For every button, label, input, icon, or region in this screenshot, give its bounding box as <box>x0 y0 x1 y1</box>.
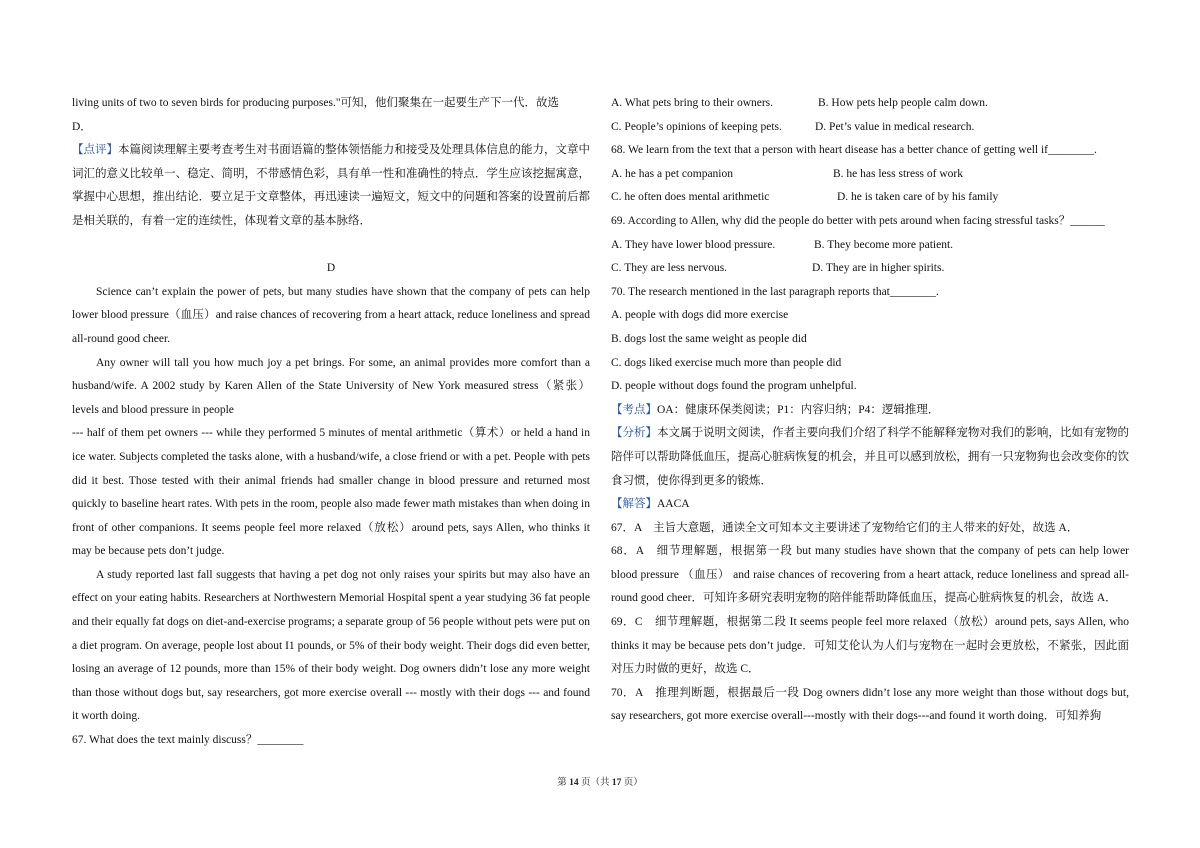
answer-67: 67．A 主旨大意题，通读全文可知本文主要讲述了宠物给它们的主人带来的好处，故选 A． <box>611 521 1079 534</box>
jieda-text: AACA <box>657 498 690 511</box>
passage-paragraph-2a: Any owner will tall you how much joy a pet brings. For some, an animal provides more comfort than a husband/wife. A 2002 study by Karen Allen of the State University of New York measured stress（紧张）levels and blood pressure in people <box>72 356 590 416</box>
prev-answer-line-1: living units of two to seven birds for producing purposes."可知，他们聚集在一起要生产下一代．故选 <box>72 97 560 109</box>
jieda-paragraph <box>611 493 1129 517</box>
q67-option-d: D. Pet’s value in medical research. <box>815 120 975 133</box>
q69-options-row-2 <box>611 257 1129 281</box>
answer-70: 70．A 推理判断题，根据最后一段 Dog owners didn’t lose any more weight than those without dogs but, say researchers, got more exercise overall---mostly with their dogs---and found it worth doing．可知养狗 <box>611 686 1129 723</box>
question-67: 67. What does the text mainly discuss？________ <box>72 734 304 747</box>
q67-options-row-1 <box>611 92 1129 116</box>
fenxi-tag: 【分析】 <box>611 427 658 440</box>
question-69: 69. According to Allen, why did the people do better with pets around when facing stressful tasks？______ <box>611 214 1105 227</box>
q68-option-d: D. he is taken care of by his family <box>837 191 999 204</box>
comment-text: 本篇阅读理解主要考查考生对书面语篇的整体领悟能力和接受及处理具体信息的能力，文章中词汇的意义比较单一、稳定、简明，不带感情色彩，具有单一性和准确性的特点．学生应该挖掘寓意，掌握中心思想，推出结论．要立足于文章整体，再迅速读一遍短文，短文中的问题和答案的设置前后都是相关联的，有着一定的连续性，体现着文章的基本脉络． <box>72 144 590 227</box>
footer-prefix: 第 <box>557 778 567 788</box>
q67-options-row-2 <box>611 116 1129 140</box>
jieda-tag: 【解答】 <box>611 498 657 511</box>
footer-suffix: 页） <box>623 778 643 788</box>
q68-option-c: C. he often does mental arithmetic <box>611 191 770 204</box>
answer-69: 69．C 细节理解题，根据第二段 It seems people feel more relaxed（放松）around pets, says Allen, who thinks it may be because pets don’t judge．可知艾伦认为人们与宠物在一起时会更放松，不紧张，因此面对压力时做的更好，故选 C． <box>611 616 1129 676</box>
answer-68: 68．A 细节理解题，根据第一段 but many studies have shown that the company of pets can help lower blood pressure （血压） and raise chances of recovering from a heart attack, reduce loneliness and spread all-round good cheer．可知许多研究表明宠物的陪伴能帮助降低血压，提高心脏病恢复的机会，故选 A． <box>611 545 1129 605</box>
footer-mid: 页（共 <box>580 778 610 788</box>
q68-options-row-2 <box>611 186 1129 210</box>
section-title: D <box>326 262 336 275</box>
question-70: 70. The research mentioned in the last paragraph reports that________. <box>611 285 939 298</box>
q69-option-b: B. They become more patient. <box>814 238 954 251</box>
prev-answer-line-2: D． <box>72 120 92 133</box>
footer-total-pages: 17 <box>611 778 622 788</box>
q70-option-d: D. people without dogs found the program unhelpful. <box>611 380 857 393</box>
q69-options-row-1 <box>611 234 1129 258</box>
fenxi-text: 本文属于说明文阅读，作者主要向我们介绍了科学不能解释宠物对我们的影响，比如有宠物的陪伴可以帮助降低血压，提高心脏病恢复的机会，并且可以感到放松，拥有一只宠物狗也会改变你的饮食习惯，使你得到更多的锻炼． <box>611 427 1129 487</box>
fenxi-paragraph <box>611 422 1129 493</box>
comment-paragraph <box>72 139 590 233</box>
kaodian-text: OA：健康环保类阅读；P1：内容归纳；P4：逻辑推理． <box>657 403 940 416</box>
q67-option-c: C. People’s opinions of keeping pets. <box>611 120 782 133</box>
q69-option-c: C. They are less nervous. <box>611 262 728 275</box>
passage-paragraph-2b: --- half of them pet owners --- while they performed 5 minutes of mental arithmetic（算术）or held a hand in ice water. Subjects completed the tasks alone, with a husband/wife, a close friend or with a pet. People with pets did it best. Those tested with their animal friends had smaller change in blood pressure and returned most quickly to baseline heart rates. With pets in the room, people also made fewer math mistakes than when doing in front of other companions. It seems people feel more relaxed（放松）around pets, says Allen, who thinks it may be because pets don’t judge. <box>72 427 590 558</box>
q67-option-b: B. How pets help people calm down. <box>818 97 988 109</box>
kaodian-tag: 【考点】 <box>611 403 657 416</box>
q67-option-a: A. What pets bring to their owners. <box>611 97 774 109</box>
page-footer <box>0 774 1200 788</box>
footer-page-number: 14 <box>569 778 579 788</box>
q68-option-b: B. he has less stress of work <box>833 167 963 180</box>
q70-option-a: A. people with dogs did more exercise <box>611 309 789 322</box>
q69-option-a: A. They have lower blood pressure. <box>611 238 776 251</box>
passage-paragraph-3: A study reported last fall suggests that having a pet dog not only raises your spirits but may also have an effect on your eating habits. Researchers at Northwestern Memorial Hospital spent a year studying 36 fat people and their equally fat dogs on diet-and-exercise programs; a separate group of 56 people without pets were put on a diet program. On average, people lost about I1 pounds, or 5% of their body weight. Their dogs did even better, losing an average of 12 pounds, more than 15% of their body weight. Dog owners didn’t lose any more weight than those without dogs but, say researchers, got more exercise overall --- mostly with their dogs --- and found it worth doing. <box>72 568 590 723</box>
left-column <box>72 92 590 753</box>
kaodian-paragraph <box>611 399 1129 423</box>
q69-option-d: D. They are in higher spirits. <box>812 262 945 275</box>
spacer <box>72 234 590 258</box>
q68-option-a: A. he has a pet companion <box>611 167 733 180</box>
q68-options-row-1 <box>611 163 1129 187</box>
question-68: 68. We learn from the text that a person with heart disease has a better chance of getting well if________. <box>611 144 1097 157</box>
q70-option-c: C. dogs liked exercise much more than people did <box>611 356 842 369</box>
right-column <box>611 92 1129 729</box>
comment-tag: 【点评】 <box>72 144 119 157</box>
passage-paragraph-1: Science can’t explain the power of pets, but many studies have shown that the company of pets can help lower blood pressure（血压）and raise chances of recovering from a heart attack, reduce loneliness and spread all-round good cheer. <box>72 285 590 345</box>
q70-option-b: B. dogs lost the same weight as people did <box>611 332 807 345</box>
